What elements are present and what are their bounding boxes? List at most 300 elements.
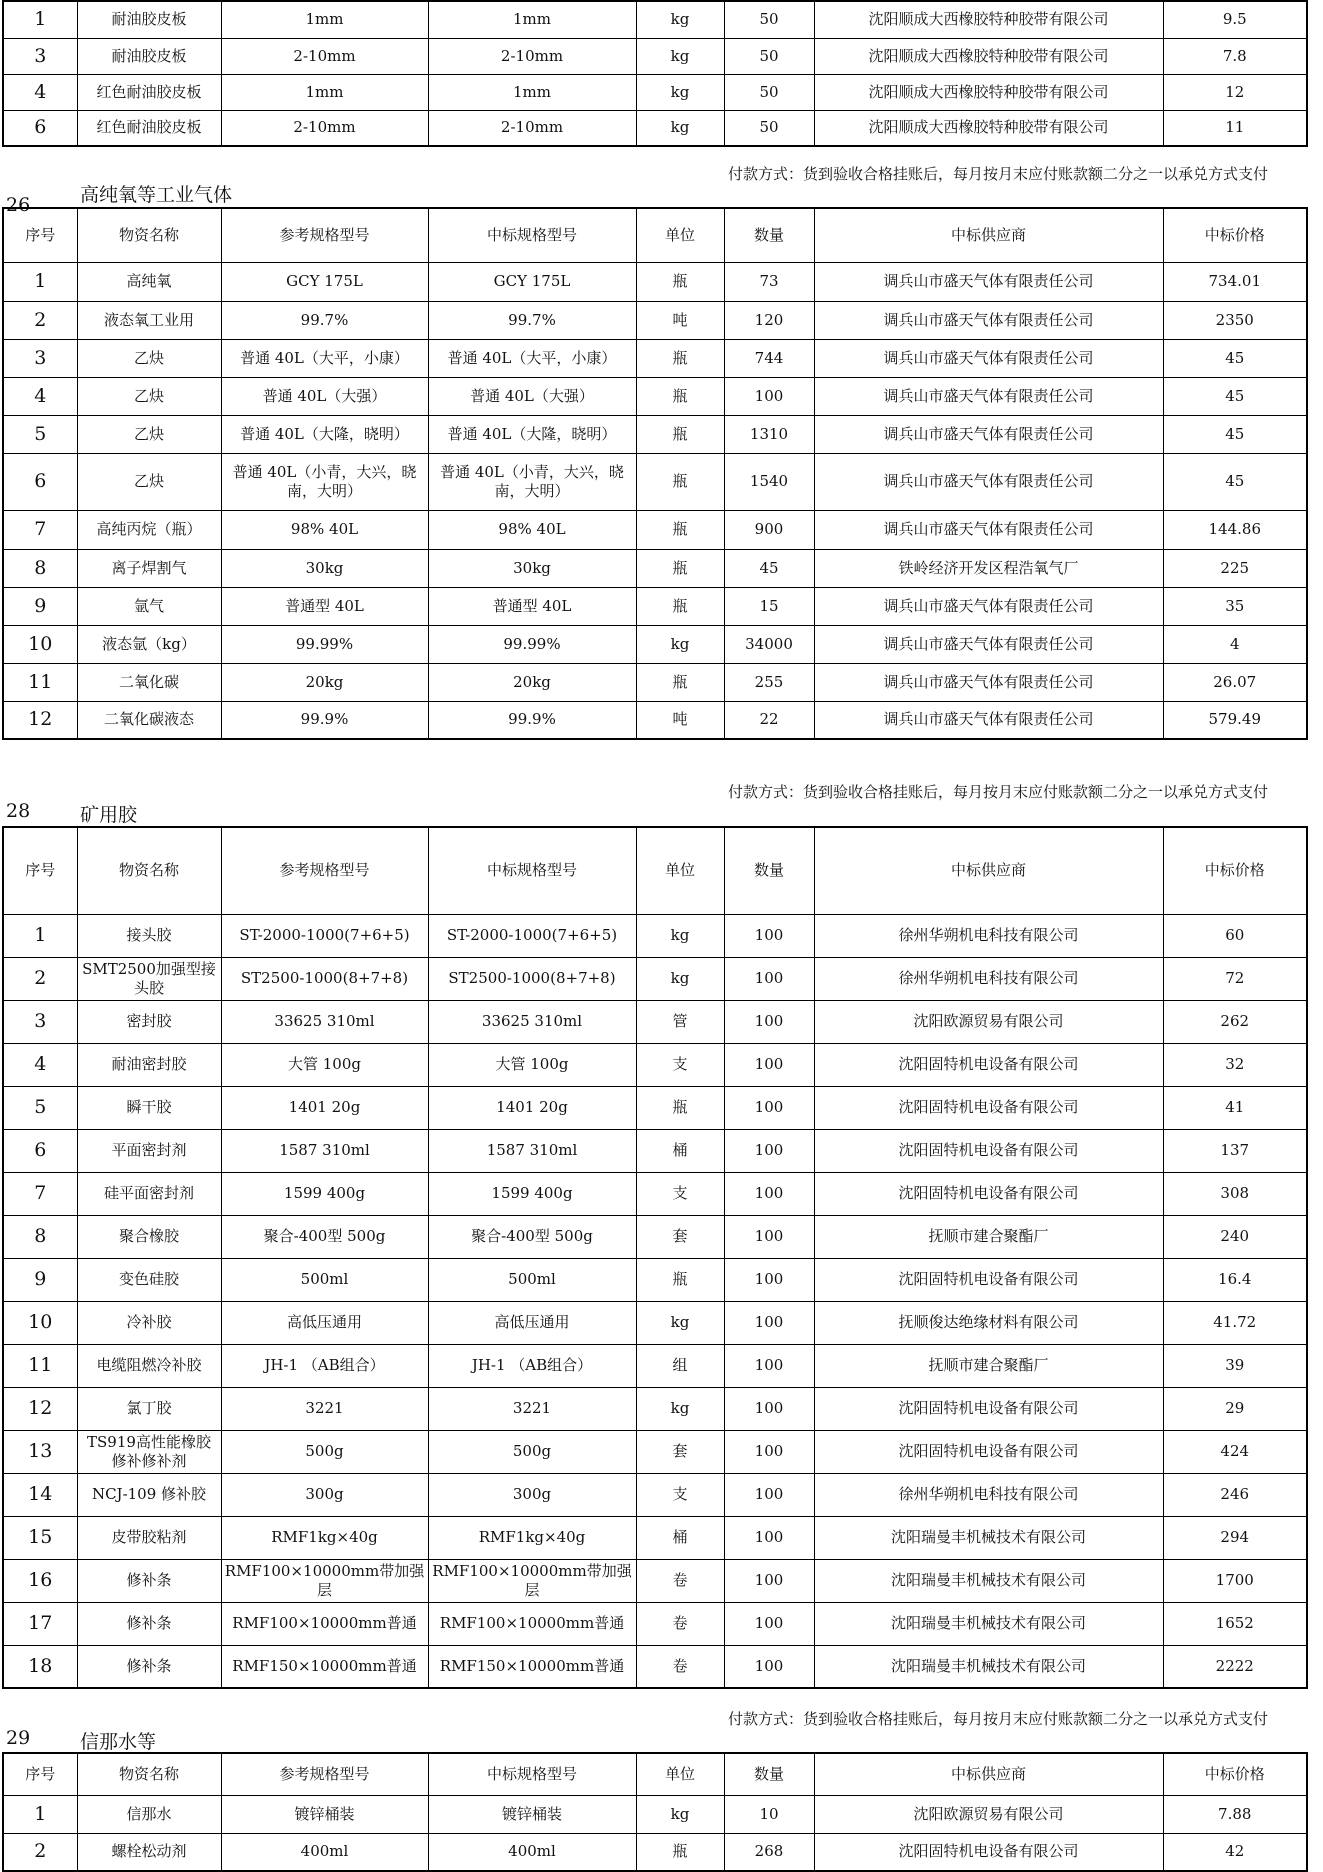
cell-seq: 9 — [3, 1258, 77, 1301]
procurement-table — [2, 0, 1308, 147]
cell-seq: 8 — [3, 1215, 77, 1258]
cell-seq: 12 — [3, 701, 77, 739]
cell-bid-spec: 普通型 40L — [428, 587, 636, 625]
cell-unit: 瓶 — [636, 1258, 724, 1301]
cell-name: 离子焊割气 — [77, 549, 221, 587]
cell-bid-spec: RMF150×10000mm普通 — [428, 1645, 636, 1688]
cell-seq: 4 — [3, 74, 77, 110]
header-name: 物资名称 — [77, 208, 221, 262]
header-unit: 单位 — [636, 827, 724, 914]
cell-supplier: 沈阳固特机电设备有限公司 — [814, 1833, 1163, 1871]
cell-supplier: 沈阳固特机电设备有限公司 — [814, 1387, 1163, 1430]
cell-seq: 10 — [3, 625, 77, 663]
cell-qty: 22 — [724, 701, 814, 739]
cell-bid-spec: 普通 40L（大强） — [428, 377, 636, 415]
header-qty: 数量 — [724, 1753, 814, 1795]
cell-name: SMT2500加强型接头胶 — [77, 957, 221, 1000]
cell-seq: 6 — [3, 1129, 77, 1172]
cell-bid-spec: 聚合-400型 500g — [428, 1215, 636, 1258]
cell-ref-spec: 1mm — [221, 74, 428, 110]
cell-price: 1652 — [1163, 1602, 1307, 1645]
cell-price: 734.01 — [1163, 262, 1307, 301]
cell-unit: 瓶 — [636, 510, 724, 549]
cell-unit: 支 — [636, 1473, 724, 1516]
cell-name: 二氧化碳液态 — [77, 701, 221, 739]
cell-price: 579.49 — [1163, 701, 1307, 739]
cell-ref-spec: 普通型 40L — [221, 587, 428, 625]
cell-qty: 1540 — [724, 453, 814, 510]
cell-qty: 100 — [724, 377, 814, 415]
table-row — [3, 510, 1307, 549]
table-row — [3, 914, 1307, 957]
cell-name: 乙炔 — [77, 377, 221, 415]
cell-supplier: 沈阳顺成大西橡胶特种胶带有限公司 — [814, 38, 1163, 74]
cell-qty: 100 — [724, 1129, 814, 1172]
table-row — [3, 1430, 1307, 1473]
section-title: 矿用胶 — [80, 804, 138, 826]
cell-price: 246 — [1163, 1473, 1307, 1516]
cell-name: 聚合橡胶 — [77, 1215, 221, 1258]
cell-name: 冷补胶 — [77, 1301, 221, 1344]
cell-unit: 瓶 — [636, 587, 724, 625]
cell-bid-spec: 普通 40L（小青，大兴，晓南，大明） — [428, 453, 636, 510]
cell-seq: 7 — [3, 1172, 77, 1215]
cell-seq: 2 — [3, 1833, 77, 1871]
table-row — [3, 453, 1307, 510]
cell-price: 424 — [1163, 1430, 1307, 1473]
table-row — [3, 1344, 1307, 1387]
cell-unit: 桶 — [636, 1129, 724, 1172]
cell-ref-spec: 1599 400g — [221, 1172, 428, 1215]
cell-bid-spec: 500ml — [428, 1258, 636, 1301]
cell-supplier: 沈阳瑞曼丰机械技术有限公司 — [814, 1602, 1163, 1645]
cell-seq: 1 — [3, 262, 77, 301]
cell-unit: 瓶 — [636, 1833, 724, 1871]
header-unit: 单位 — [636, 1753, 724, 1795]
cell-price: 1700 — [1163, 1559, 1307, 1602]
header-qty: 数量 — [724, 208, 814, 262]
cell-bid-spec: ST2500-1000(8+7+8) — [428, 957, 636, 1000]
cell-bid-spec: 30kg — [428, 549, 636, 587]
cell-price: 29 — [1163, 1387, 1307, 1430]
table-row — [3, 74, 1307, 110]
cell-ref-spec: 99.9% — [221, 701, 428, 739]
cell-bid-spec: 镀锌桶装 — [428, 1795, 636, 1833]
cell-ref-spec: RMF150×10000mm普通 — [221, 1645, 428, 1688]
cell-name: 瞬干胶 — [77, 1086, 221, 1129]
cell-name: 红色耐油胶皮板 — [77, 74, 221, 110]
cell-qty: 15 — [724, 587, 814, 625]
cell-qty: 45 — [724, 549, 814, 587]
cell-qty: 100 — [724, 957, 814, 1000]
table-header-row — [3, 208, 1307, 262]
cell-unit: 瓶 — [636, 377, 724, 415]
cell-qty: 100 — [724, 1516, 814, 1559]
cell-price: 41.72 — [1163, 1301, 1307, 1344]
header-ref-spec: 参考规格型号 — [221, 827, 428, 914]
cell-qty: 73 — [724, 262, 814, 301]
cell-supplier: 调兵山市盛天气体有限责任公司 — [814, 453, 1163, 510]
cell-supplier: 沈阳瑞曼丰机械技术有限公司 — [814, 1559, 1163, 1602]
cell-ref-spec: 普通 40L（大平，小康） — [221, 339, 428, 377]
cell-seq: 9 — [3, 587, 77, 625]
cell-name: 氯丁胶 — [77, 1387, 221, 1430]
cell-qty: 100 — [724, 1043, 814, 1086]
header-price: 中标价格 — [1163, 827, 1307, 914]
header-name: 物资名称 — [77, 1753, 221, 1795]
cell-bid-spec: ST-2000-1000(7+6+5) — [428, 914, 636, 957]
cell-ref-spec: 大管 100g — [221, 1043, 428, 1086]
section-number: 28 — [6, 800, 31, 822]
cell-ref-spec: 500g — [221, 1430, 428, 1473]
table-row — [3, 262, 1307, 301]
cell-seq: 17 — [3, 1602, 77, 1645]
cell-name: 皮带胶粘剂 — [77, 1516, 221, 1559]
cell-unit: 套 — [636, 1430, 724, 1473]
cell-name: 接头胶 — [77, 914, 221, 957]
procurement-table — [2, 1752, 1308, 1872]
cell-ref-spec: 30kg — [221, 549, 428, 587]
cell-price: 240 — [1163, 1215, 1307, 1258]
cell-qty: 100 — [724, 1430, 814, 1473]
cell-name: 修补条 — [77, 1559, 221, 1602]
cell-seq: 16 — [3, 1559, 77, 1602]
cell-name: 高纯氧 — [77, 262, 221, 301]
cell-seq: 12 — [3, 1387, 77, 1430]
cell-unit: 桶 — [636, 1516, 724, 1559]
cell-ref-spec: 98% 40L — [221, 510, 428, 549]
cell-name: 氩气 — [77, 587, 221, 625]
cell-bid-spec: 20kg — [428, 663, 636, 701]
header-ref-spec: 参考规格型号 — [221, 208, 428, 262]
cell-name: 变色硅胶 — [77, 1258, 221, 1301]
header-seq: 序号 — [3, 827, 77, 914]
cell-name: 平面密封剂 — [77, 1129, 221, 1172]
table-row — [3, 415, 1307, 453]
cell-name: 硅平面密封剂 — [77, 1172, 221, 1215]
cell-unit: 卷 — [636, 1602, 724, 1645]
cell-qty: 744 — [724, 339, 814, 377]
cell-supplier: 调兵山市盛天气体有限责任公司 — [814, 415, 1163, 453]
cell-bid-spec: 高低压通用 — [428, 1301, 636, 1344]
cell-unit: 瓶 — [636, 1086, 724, 1129]
cell-price: 32 — [1163, 1043, 1307, 1086]
cell-qty: 100 — [724, 1000, 814, 1043]
cell-ref-spec: 99.7% — [221, 301, 428, 339]
cell-name: 耐油密封胶 — [77, 1043, 221, 1086]
cell-bid-spec: 1mm — [428, 74, 636, 110]
cell-qty: 100 — [724, 1602, 814, 1645]
section-title: 高纯氧等工业气体 — [80, 184, 233, 206]
header-seq: 序号 — [3, 208, 77, 262]
cell-unit: 组 — [636, 1344, 724, 1387]
table-row — [3, 701, 1307, 739]
cell-seq: 5 — [3, 415, 77, 453]
cell-unit: 吨 — [636, 301, 724, 339]
cell-unit: kg — [636, 1387, 724, 1430]
cell-seq: 6 — [3, 110, 77, 146]
cell-bid-spec: 33625 310ml — [428, 1000, 636, 1043]
header-supplier: 中标供应商 — [814, 1753, 1163, 1795]
cell-seq: 11 — [3, 1344, 77, 1387]
header-unit: 单位 — [636, 208, 724, 262]
cell-price: 4 — [1163, 625, 1307, 663]
cell-unit: kg — [636, 957, 724, 1000]
cell-unit: 套 — [636, 1215, 724, 1258]
cell-unit: kg — [636, 625, 724, 663]
cell-seq: 3 — [3, 339, 77, 377]
cell-seq: 8 — [3, 549, 77, 587]
cell-ref-spec: RMF1kg×40g — [221, 1516, 428, 1559]
table-row — [3, 1086, 1307, 1129]
table-row — [3, 1473, 1307, 1516]
cell-qty: 1310 — [724, 415, 814, 453]
cell-bid-spec: 2-10mm — [428, 38, 636, 74]
header-bid-spec: 中标规格型号 — [428, 208, 636, 262]
cell-name: 液态氩（kg） — [77, 625, 221, 663]
cell-bid-spec: 2-10mm — [428, 110, 636, 146]
cell-unit: 瓶 — [636, 262, 724, 301]
cell-seq: 15 — [3, 1516, 77, 1559]
table-row — [3, 1645, 1307, 1688]
cell-bid-spec: 1599 400g — [428, 1172, 636, 1215]
cell-price: 7.88 — [1163, 1795, 1307, 1833]
cell-bid-spec: 1mm — [428, 1, 636, 38]
cell-qty: 268 — [724, 1833, 814, 1871]
cell-bid-spec: 普通 40L（大隆，晓明） — [428, 415, 636, 453]
cell-ref-spec: RMF100×10000mm普通 — [221, 1602, 428, 1645]
cell-qty: 120 — [724, 301, 814, 339]
cell-price: 60 — [1163, 914, 1307, 957]
cell-unit: 支 — [636, 1043, 724, 1086]
cell-ref-spec: 2-10mm — [221, 110, 428, 146]
cell-qty: 34000 — [724, 625, 814, 663]
cell-seq: 4 — [3, 1043, 77, 1086]
cell-qty: 100 — [724, 1559, 814, 1602]
cell-supplier: 沈阳瑞曼丰机械技术有限公司 — [814, 1516, 1163, 1559]
table-row — [3, 1043, 1307, 1086]
cell-seq: 11 — [3, 663, 77, 701]
cell-price: 35 — [1163, 587, 1307, 625]
cell-name: TS919高性能橡胶修补修补剂 — [77, 1430, 221, 1473]
cell-ref-spec: 普通 40L（小青，大兴，晓南，大明） — [221, 453, 428, 510]
table-row — [3, 1602, 1307, 1645]
cell-supplier: 沈阳瑞曼丰机械技术有限公司 — [814, 1645, 1163, 1688]
cell-supplier: 沈阳顺成大西橡胶特种胶带有限公司 — [814, 74, 1163, 110]
cell-price: 262 — [1163, 1000, 1307, 1043]
cell-unit: kg — [636, 110, 724, 146]
cell-supplier: 徐州华朔机电科技有限公司 — [814, 1473, 1163, 1516]
cell-unit: 卷 — [636, 1645, 724, 1688]
cell-ref-spec: 2-10mm — [221, 38, 428, 74]
cell-name: 乙炔 — [77, 415, 221, 453]
header-bid-spec: 中标规格型号 — [428, 1753, 636, 1795]
cell-unit: kg — [636, 38, 724, 74]
cell-name: 耐油胶皮板 — [77, 38, 221, 74]
cell-qty: 50 — [724, 110, 814, 146]
cell-ref-spec: 33625 310ml — [221, 1000, 428, 1043]
payment-terms: 付款方式：货到验收合格挂账后，每月按月末应付账款额二分之一以承兑方式支付 — [728, 165, 1269, 183]
cell-supplier: 沈阳顺成大西橡胶特种胶带有限公司 — [814, 1, 1163, 38]
cell-price: 11 — [1163, 110, 1307, 146]
cell-price: 45 — [1163, 377, 1307, 415]
cell-bid-spec: RMF100×10000mm带加强层 — [428, 1559, 636, 1602]
cell-ref-spec: 400ml — [221, 1833, 428, 1871]
cell-seq: 1 — [3, 1, 77, 38]
cell-ref-spec: 99.99% — [221, 625, 428, 663]
table-row — [3, 339, 1307, 377]
cell-supplier: 沈阳欧源贸易有限公司 — [814, 1000, 1163, 1043]
cell-bid-spec: 99.9% — [428, 701, 636, 739]
cell-name: 红色耐油胶皮板 — [77, 110, 221, 146]
cell-ref-spec: GCY 175L — [221, 262, 428, 301]
table-row — [3, 1516, 1307, 1559]
cell-qty: 50 — [724, 38, 814, 74]
cell-seq: 10 — [3, 1301, 77, 1344]
header-supplier: 中标供应商 — [814, 208, 1163, 262]
cell-ref-spec: 高低压通用 — [221, 1301, 428, 1344]
cell-ref-spec: 1401 20g — [221, 1086, 428, 1129]
cell-seq: 7 — [3, 510, 77, 549]
cell-price: 9.5 — [1163, 1, 1307, 38]
cell-unit: kg — [636, 914, 724, 957]
procurement-table — [2, 826, 1308, 1689]
cell-supplier: 调兵山市盛天气体有限责任公司 — [814, 701, 1163, 739]
table-row — [3, 1, 1307, 38]
cell-unit: 瓶 — [636, 663, 724, 701]
cell-bid-spec: 99.99% — [428, 625, 636, 663]
cell-price: 42 — [1163, 1833, 1307, 1871]
cell-price: 225 — [1163, 549, 1307, 587]
cell-ref-spec: 聚合-400型 500g — [221, 1215, 428, 1258]
cell-ref-spec: 500ml — [221, 1258, 428, 1301]
cell-price: 137 — [1163, 1129, 1307, 1172]
header-ref-spec: 参考规格型号 — [221, 1753, 428, 1795]
payment-terms: 付款方式：货到验收合格挂账后，每月按月末应付账款额二分之一以承兑方式支付 — [728, 1710, 1269, 1728]
cell-ref-spec: JH-1 （AB组合） — [221, 1344, 428, 1387]
cell-supplier: 徐州华朔机电科技有限公司 — [814, 957, 1163, 1000]
cell-name: 电缆阻燃冷补胶 — [77, 1344, 221, 1387]
cell-qty: 100 — [724, 1387, 814, 1430]
table-row — [3, 1559, 1307, 1602]
cell-price: 45 — [1163, 339, 1307, 377]
cell-unit: kg — [636, 1795, 724, 1833]
table-row — [3, 1795, 1307, 1833]
cell-unit: kg — [636, 1301, 724, 1344]
cell-price: 12 — [1163, 74, 1307, 110]
cell-seq: 13 — [3, 1430, 77, 1473]
cell-price: 72 — [1163, 957, 1307, 1000]
cell-seq: 2 — [3, 301, 77, 339]
cell-name: 修补条 — [77, 1645, 221, 1688]
cell-seq: 14 — [3, 1473, 77, 1516]
section-number: 26 — [6, 194, 31, 216]
cell-qty: 100 — [724, 1172, 814, 1215]
cell-supplier: 调兵山市盛天气体有限责任公司 — [814, 301, 1163, 339]
cell-qty: 100 — [724, 914, 814, 957]
cell-name: 乙炔 — [77, 453, 221, 510]
table-header-row — [3, 827, 1307, 914]
cell-name: 螺栓松动剂 — [77, 1833, 221, 1871]
cell-ref-spec: 普通 40L（大隆，晓明） — [221, 415, 428, 453]
cell-price: 45 — [1163, 453, 1307, 510]
cell-bid-spec: JH-1 （AB组合） — [428, 1344, 636, 1387]
cell-supplier: 抚顺市建合聚酯厂 — [814, 1344, 1163, 1387]
cell-name: 液态氧工业用 — [77, 301, 221, 339]
cell-qty: 100 — [724, 1301, 814, 1344]
section-title: 信那水等 — [80, 1731, 157, 1753]
table-row — [3, 1172, 1307, 1215]
cell-name: 二氧化碳 — [77, 663, 221, 701]
cell-seq: 6 — [3, 453, 77, 510]
cell-seq: 4 — [3, 377, 77, 415]
cell-seq: 3 — [3, 38, 77, 74]
header-price: 中标价格 — [1163, 1753, 1307, 1795]
cell-qty: 100 — [724, 1086, 814, 1129]
cell-qty: 50 — [724, 74, 814, 110]
table-row — [3, 663, 1307, 701]
payment-terms: 付款方式：货到验收合格挂账后，每月按月末应付账款额二分之一以承兑方式支付 — [728, 783, 1269, 801]
cell-unit: kg — [636, 74, 724, 110]
table-row — [3, 1833, 1307, 1871]
header-name: 物资名称 — [77, 827, 221, 914]
cell-bid-spec: 99.7% — [428, 301, 636, 339]
cell-price: 41 — [1163, 1086, 1307, 1129]
cell-qty: 100 — [724, 1258, 814, 1301]
cell-bid-spec: 1587 310ml — [428, 1129, 636, 1172]
table-row — [3, 1387, 1307, 1430]
cell-seq: 1 — [3, 914, 77, 957]
cell-supplier: 沈阳固特机电设备有限公司 — [814, 1172, 1163, 1215]
cell-supplier: 沈阳固特机电设备有限公司 — [814, 1430, 1163, 1473]
cell-supplier: 沈阳固特机电设备有限公司 — [814, 1043, 1163, 1086]
cell-supplier: 抚顺俊达绝缘材料有限公司 — [814, 1301, 1163, 1344]
cell-qty: 100 — [724, 1215, 814, 1258]
cell-unit: 卷 — [636, 1559, 724, 1602]
cell-name: NCJ-109 修补胶 — [77, 1473, 221, 1516]
cell-price: 308 — [1163, 1172, 1307, 1215]
cell-supplier: 调兵山市盛天气体有限责任公司 — [814, 663, 1163, 701]
cell-supplier: 抚顺市建合聚酯厂 — [814, 1215, 1163, 1258]
cell-supplier: 调兵山市盛天气体有限责任公司 — [814, 510, 1163, 549]
cell-supplier: 沈阳顺成大西橡胶特种胶带有限公司 — [814, 110, 1163, 146]
header-price: 中标价格 — [1163, 208, 1307, 262]
cell-bid-spec: GCY 175L — [428, 262, 636, 301]
cell-qty: 900 — [724, 510, 814, 549]
cell-supplier: 调兵山市盛天气体有限责任公司 — [814, 339, 1163, 377]
cell-seq: 5 — [3, 1086, 77, 1129]
cell-name: 修补条 — [77, 1602, 221, 1645]
cell-price: 45 — [1163, 415, 1307, 453]
cell-ref-spec: 普通 40L（大强） — [221, 377, 428, 415]
cell-price: 16.4 — [1163, 1258, 1307, 1301]
cell-ref-spec: 1587 310ml — [221, 1129, 428, 1172]
cell-bid-spec: 普通 40L（大平，小康） — [428, 339, 636, 377]
cell-bid-spec: 400ml — [428, 1833, 636, 1871]
cell-bid-spec: RMF1kg×40g — [428, 1516, 636, 1559]
cell-ref-spec: 300g — [221, 1473, 428, 1516]
cell-price: 7.8 — [1163, 38, 1307, 74]
cell-bid-spec: 1401 20g — [428, 1086, 636, 1129]
cell-name: 乙炔 — [77, 339, 221, 377]
cell-unit: 瓶 — [636, 415, 724, 453]
cell-unit: kg — [636, 1, 724, 38]
cell-price: 2222 — [1163, 1645, 1307, 1688]
cell-unit: 管 — [636, 1000, 724, 1043]
table-row — [3, 110, 1307, 146]
cell-ref-spec: ST-2000-1000(7+6+5) — [221, 914, 428, 957]
table-header-row — [3, 1753, 1307, 1795]
